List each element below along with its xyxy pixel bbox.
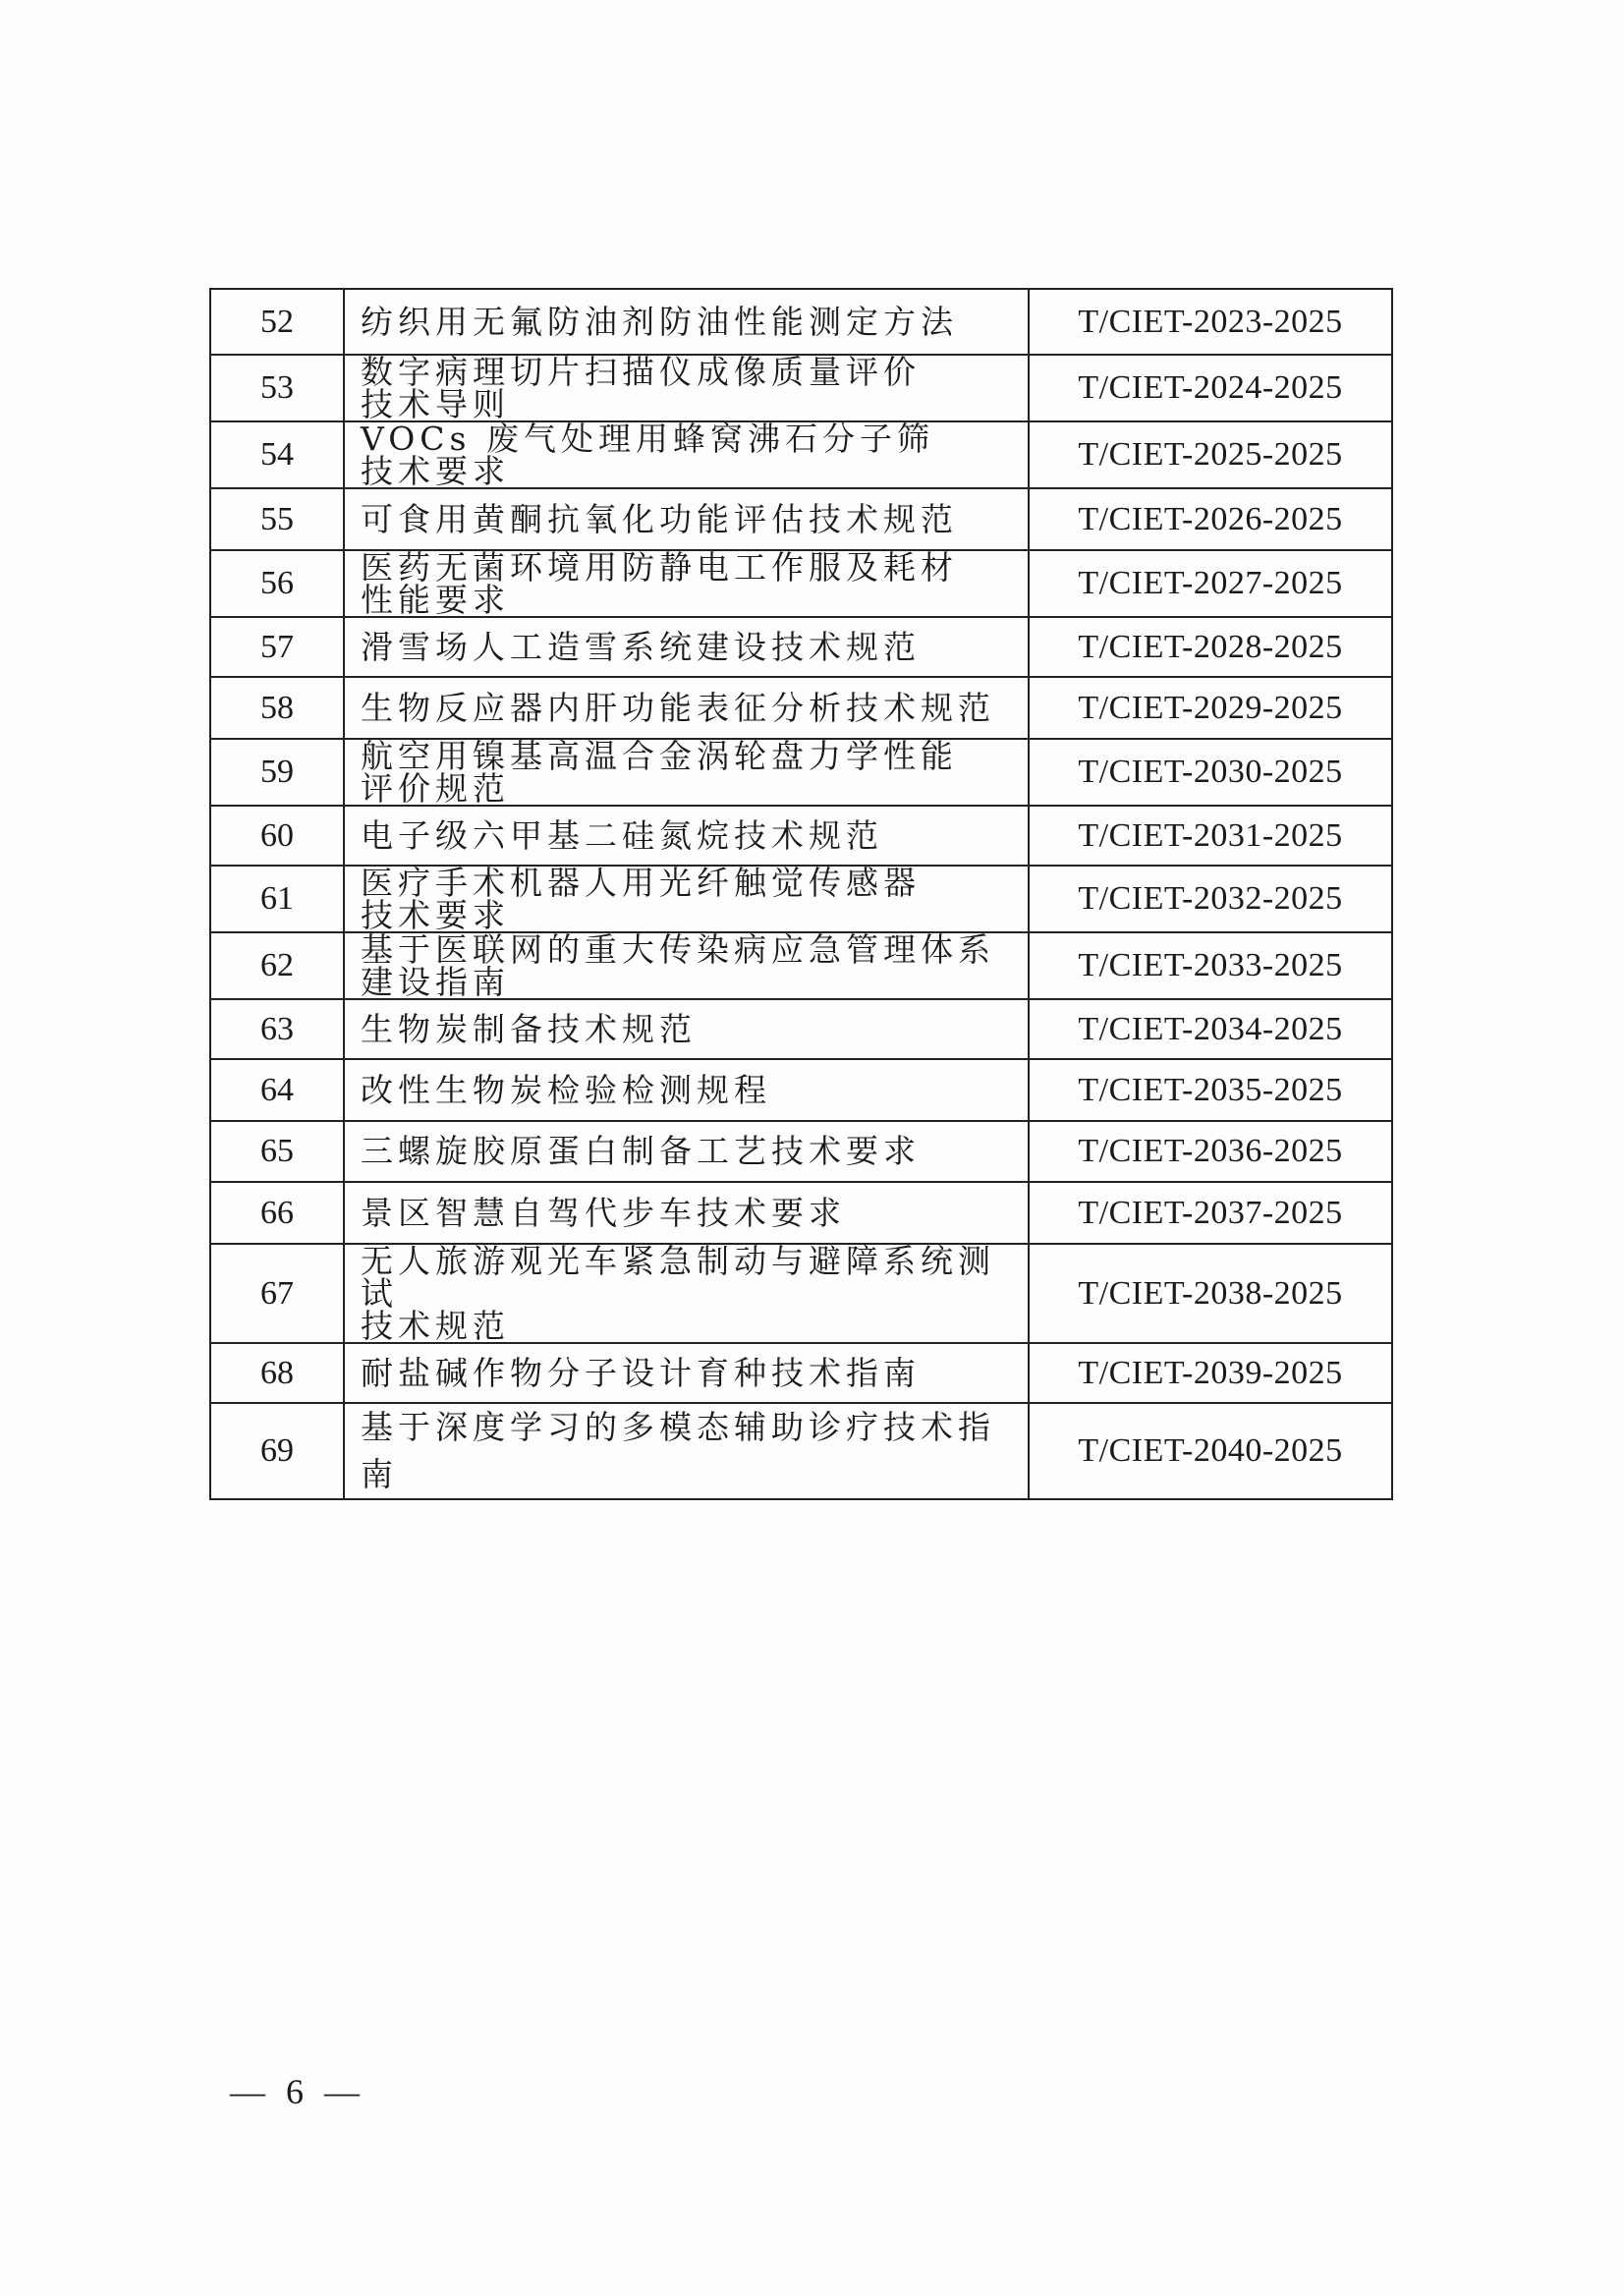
row-number: 69: [210, 1403, 344, 1499]
row-number: 53: [210, 355, 344, 421]
standard-name: [344, 999, 1029, 1059]
table-row: [210, 550, 1392, 617]
standard-name-line: VOCs 废气处理用蜂窝沸石分子筛: [361, 420, 934, 458]
standard-name-line: 医药无菌环境用防静电工作服及耗材: [361, 548, 958, 587]
standard-name-line: 技术导则: [361, 385, 510, 423]
table-row: [210, 999, 1392, 1059]
row-number: 67: [210, 1244, 344, 1343]
table-row: [210, 677, 1392, 739]
standard-code: T/CIET-2039-2025: [1029, 1343, 1392, 1403]
standard-code: T/CIET-2027-2025: [1029, 550, 1392, 617]
standard-name-line: 基于医联网的重大传染病应急管理体系: [361, 930, 995, 969]
standard-name-line: 技术规范: [361, 1307, 510, 1345]
standard-name-line: 性能要求: [361, 581, 510, 619]
row-number: 56: [210, 550, 344, 617]
standard-name: [344, 866, 1029, 932]
standard-name-line: 生物反应器内肝功能表征分析技术规范: [361, 688, 995, 727]
standard-code: T/CIET-2037-2025: [1029, 1182, 1392, 1244]
standard-name-line: 无人旅游观光车紧急制动与避障系统测试: [361, 1242, 995, 1313]
row-number: 61: [210, 866, 344, 932]
standard-name-line: 景区智慧自驾代步车技术要求: [361, 1193, 846, 1232]
table-row: [210, 355, 1392, 421]
standard-name: [344, 1121, 1029, 1182]
row-number: 57: [210, 617, 344, 677]
standard-name-line: 耐盐碱作物分子设计育种技术指南: [361, 1353, 921, 1392]
standard-name-line: 数字病理切片扫描仪成像质量评价: [361, 353, 921, 391]
table-row: [210, 739, 1392, 806]
row-number: 62: [210, 932, 344, 999]
standard-name-line: 基于深度学习的多模态辅助诊疗技术指南: [361, 1408, 995, 1493]
page-number: — 6 —: [230, 2072, 365, 2111]
standard-code: T/CIET-2026-2025: [1029, 488, 1392, 550]
standard-name-line: 三螺旋胶原蛋白制备工艺技术要求: [361, 1132, 921, 1170]
standard-code: T/CIET-2029-2025: [1029, 677, 1392, 739]
row-number: 63: [210, 999, 344, 1059]
standard-name: [344, 806, 1029, 866]
standard-name-line: 改性生物炭检验检测规程: [361, 1070, 771, 1109]
table-row: [210, 289, 1392, 355]
standard-name: [344, 1182, 1029, 1244]
standard-name: [344, 1403, 1029, 1499]
standard-name-line: 技术要求: [361, 452, 510, 490]
standard-code: T/CIET-2033-2025: [1029, 932, 1392, 999]
standard-name: [344, 488, 1029, 550]
standard-name: [344, 1244, 1029, 1343]
standards-table-body: [210, 289, 1392, 1499]
table-row: [210, 421, 1392, 488]
standard-code: T/CIET-2038-2025: [1029, 1244, 1392, 1343]
table-row: [210, 1059, 1392, 1121]
row-number: 59: [210, 739, 344, 806]
row-number: 58: [210, 677, 344, 739]
standard-name: [344, 932, 1029, 999]
standard-name-line: 电子级六甲基二硅氮烷技术规范: [361, 815, 883, 855]
standard-code: T/CIET-2031-2025: [1029, 806, 1392, 866]
standard-code: T/CIET-2040-2025: [1029, 1403, 1392, 1499]
standard-name: [344, 550, 1029, 617]
standard-name: [344, 677, 1029, 739]
standard-name: [344, 1343, 1029, 1403]
table-row: [210, 1121, 1392, 1182]
standard-name: [344, 355, 1029, 421]
table-row: [210, 932, 1392, 999]
standard-name: [344, 617, 1029, 677]
standard-code: T/CIET-2025-2025: [1029, 421, 1392, 488]
table-row: [210, 1182, 1392, 1244]
standard-name: [344, 739, 1029, 806]
row-number: 54: [210, 421, 344, 488]
table-row: [210, 806, 1392, 866]
standard-name-line: 建设指南: [361, 963, 510, 1001]
standard-code: T/CIET-2035-2025: [1029, 1059, 1392, 1121]
standard-name-line: 滑雪场人工造雪系统建设技术规范: [361, 627, 921, 666]
row-number: 66: [210, 1182, 344, 1244]
standard-code: T/CIET-2034-2025: [1029, 999, 1392, 1059]
standard-name: [344, 421, 1029, 488]
standard-name-line: 技术要求: [361, 896, 510, 934]
standard-name-line: 航空用镍基高温合金涡轮盘力学性能: [361, 737, 958, 775]
row-number: 52: [210, 289, 344, 355]
standard-name-line: 可食用黄酮抗氧化功能评估技术规范: [361, 499, 958, 538]
row-number: 65: [210, 1121, 344, 1182]
table-row: [210, 617, 1392, 677]
row-number: 60: [210, 806, 344, 866]
table-row: [210, 1244, 1392, 1343]
standard-name-line: 医疗手术机器人用光纤触觉传感器: [361, 864, 921, 902]
standard-name-line: 生物炭制备技术规范: [361, 1009, 697, 1048]
row-number: 68: [210, 1343, 344, 1403]
standard-name: [344, 1059, 1029, 1121]
table-row: [210, 866, 1392, 932]
standard-code: T/CIET-2023-2025: [1029, 289, 1392, 355]
standard-code: T/CIET-2024-2025: [1029, 355, 1392, 421]
row-number: 64: [210, 1059, 344, 1121]
standard-code: T/CIET-2028-2025: [1029, 617, 1392, 677]
standard-name: [344, 289, 1029, 355]
table-row: [210, 1343, 1392, 1403]
table-row: [210, 1403, 1392, 1499]
standard-code: T/CIET-2032-2025: [1029, 866, 1392, 932]
row-number: 55: [210, 488, 344, 550]
standards-table: [209, 288, 1393, 1500]
standard-name-line: 评价规范: [361, 769, 510, 808]
table-row: [210, 488, 1392, 550]
standard-name-line: 纺织用无氟防油剂防油性能测定方法: [361, 302, 958, 341]
standard-code: T/CIET-2036-2025: [1029, 1121, 1392, 1182]
standard-code: T/CIET-2030-2025: [1029, 739, 1392, 806]
